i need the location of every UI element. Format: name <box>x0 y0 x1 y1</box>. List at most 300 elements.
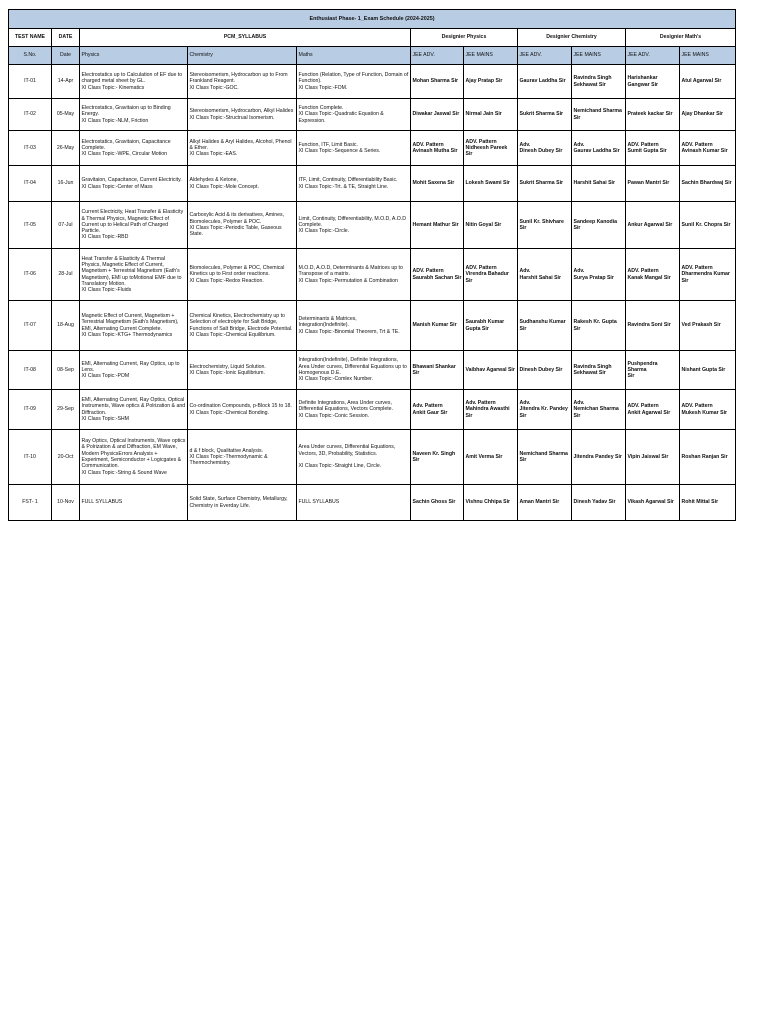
cell-maths-adv-faculty <box>626 485 680 521</box>
cell-line: Dharmendra Kumar <box>681 271 730 278</box>
cell-line: Nemichan Sharma <box>573 406 619 413</box>
cell-chemistry-syllabus <box>188 202 297 249</box>
cell-maths-adv-faculty <box>626 390 680 430</box>
cell-line: Co-ordination Compounds, p-Block 15 to 18. <box>189 403 292 410</box>
cell-line: Adv. Pattern <box>412 403 443 410</box>
cell-line: Sir <box>627 373 635 380</box>
cell-line: Adv. Pattern <box>465 400 496 407</box>
header-test-name: TEST NAME <box>9 29 52 47</box>
cell-date: 26-May <box>52 131 80 166</box>
cell-test-name: IT-06 <box>9 249 52 301</box>
cell-physics-adv-faculty <box>411 430 464 485</box>
cell-line: Manish Kumar Sir <box>412 322 457 329</box>
cell-line: Sekhawat Sir <box>573 81 606 88</box>
cell-physics-adv-faculty <box>411 99 464 131</box>
cell-line: Harshit Sahai Sir <box>519 274 562 281</box>
cell-test-name: IT-07 <box>9 301 52 351</box>
cell-line: Electrochemistry, Liquid Solution. <box>189 363 266 370</box>
cell-test-name: IT-01 <box>9 65 52 99</box>
cell-chemistry-adv-faculty <box>518 99 572 131</box>
cell-physics-adv-faculty <box>411 301 464 351</box>
cell-line: Avinash Mutha Sir <box>412 148 458 154</box>
cell-maths-adv-faculty <box>626 301 680 351</box>
cell-line: Sir <box>412 370 420 376</box>
cell-line: Magnetic Effect of Current, Magnetism + Terrestrial Magnetism (Eath's Magnetism), EMI, Alternating Current Complete. <box>81 312 179 332</box>
cell-maths-adv-faculty <box>626 351 680 390</box>
cell-line: ADV. Pattern <box>627 268 659 275</box>
cell-line: XI Class Topic:-String & Sound Wave <box>81 469 167 476</box>
cell-line: Roshan Ranjan Sir <box>681 453 728 460</box>
cell-line: Sir <box>573 412 581 419</box>
subheader-chemistry: Chemistry <box>188 47 297 65</box>
cell-chemistry-syllabus <box>188 249 297 301</box>
cell-line: XI Class Topic:-FOM. <box>298 84 348 91</box>
header-designer-physics: Designier Physics <box>411 29 518 47</box>
cell-line: Sir <box>519 225 527 231</box>
schedule-row <box>9 301 736 351</box>
cell-line: Vishnu Chhipa Sir <box>465 499 511 506</box>
cell-line: ADV. Pattern <box>412 141 444 148</box>
header-designer-chemistry: Designier Chemistry <box>518 29 626 47</box>
cell-line: Vikash Agarwal Sir <box>627 499 674 506</box>
cell-line: Heat Transfer & Elasticity & Thermal Physics, Magnetic Effect of Current, Magnetism + Terrestrial Magnetism (Eath's Magnetism), EMI up toMotional EMF due to Translatory Motion. <box>81 255 182 287</box>
cell-maths-syllabus <box>297 131 411 166</box>
cell-line: XI Class Topic:-SHM <box>81 415 129 422</box>
schedule-row <box>9 99 736 131</box>
cell-chemistry-syllabus <box>188 485 297 521</box>
cell-line: Amit Verma Sir <box>465 453 503 460</box>
schedule-row <box>9 351 736 390</box>
cell-physics-adv-faculty <box>411 249 464 301</box>
cell-line: Nirmal Jain Sir <box>465 111 502 118</box>
cell-line: Nemichand Sharma <box>573 108 622 115</box>
subheader-sno: S.No. <box>9 47 52 65</box>
cell-line: Pushpendra Sharma <box>627 360 658 373</box>
cell-maths-mains-faculty <box>680 99 736 131</box>
schedule-row <box>9 65 736 99</box>
cell-line: Harishankar <box>627 75 658 82</box>
cell-date: 10-Nov <box>52 485 80 521</box>
subheader-maths-mains: JEE MAINS <box>680 47 736 65</box>
cell-line: Ray Optics, Optical Instruments, Wave optics & Polrization & and Diffraction, EM Wave, Modern PhysicsErrors Analysis + Experiment, Semiconductor + Logicgates & Communication. <box>81 438 186 470</box>
cell-line: XI Class Topic:-Chemical Equilibrium. <box>189 331 276 338</box>
cell-line: Vipin Jaiswal Sir <box>627 453 669 460</box>
cell-maths-mains-faculty <box>680 202 736 249</box>
schedule-row <box>9 390 736 430</box>
cell-line: XI Class Topic:-Straight Line, Circle. <box>298 463 382 470</box>
cell-line: Dinesh Yadav Sir <box>573 499 616 506</box>
cell-physics-syllabus <box>80 390 188 430</box>
cell-date: 07-Jul <box>52 202 80 249</box>
cell-test-name: IT-02 <box>9 99 52 131</box>
cell-maths-adv-faculty <box>626 249 680 301</box>
cell-line: Saurabh Kumar <box>465 319 505 326</box>
schedule-row <box>9 166 736 202</box>
cell-line: Solid State, Surface Chemistry, Metallurgy, Chemistry in Everday Life. <box>189 496 288 509</box>
cell-maths-mains-faculty <box>680 485 736 521</box>
cell-line: XI Class Topic:-Quadratic Equation & Expression. <box>298 111 384 124</box>
cell-chemistry-syllabus <box>188 166 297 202</box>
cell-line: ADV. Pattern <box>681 403 713 410</box>
cell-line: Sachin Bhardwaj Sir <box>681 180 732 187</box>
cell-line: Vaibhav Agarwal Sir <box>465 366 515 373</box>
schedule-row <box>9 249 736 301</box>
cell-chemistry-syllabus <box>188 390 297 430</box>
cell-line: Rohit Mittal Sir <box>681 499 719 506</box>
cell-line: Definite Integrations, Area Under curves, Differential Equations, Vectors Complete. <box>298 400 393 413</box>
cell-chemistry-adv-faculty <box>518 485 572 521</box>
schedule-title: Enthusiast Phase- 1_Exam Schedule (2024-2025) <box>9 10 736 29</box>
cell-maths-mains-faculty <box>680 430 736 485</box>
cell-line: Dinesh Dubey Sir <box>519 148 563 154</box>
cell-line: d & f block, Qualitative Analysis. <box>189 447 264 454</box>
cell-line: M.O.D, A.O.D, Determinants & Matrices up to Transpose of a matrix. <box>298 265 403 278</box>
cell-line: XI Class Topic:- Kinematics <box>81 84 145 91</box>
cell-chemistry-mains-faculty <box>572 485 626 521</box>
cell-line: FULL SYLLABUS <box>298 499 340 506</box>
cell-line: XI Class Topic:-EAS. <box>189 151 238 158</box>
cell-maths-syllabus <box>297 166 411 202</box>
cell-line: Sachin Ghoss Sir <box>412 499 456 506</box>
cell-maths-adv-faculty <box>626 131 680 166</box>
cell-line: ADV. Pattern <box>681 265 713 272</box>
cell-line: Ankit Agarwal Sir <box>627 409 671 416</box>
cell-physics-syllabus <box>80 131 188 166</box>
cell-line: ADV. Pattern <box>465 138 497 145</box>
cell-physics-syllabus <box>80 166 188 202</box>
cell-chemistry-mains-faculty <box>572 131 626 166</box>
cell-line: Carboxylic Acid & its derivatives, Amines, Biomolecules, Polymer & POC. <box>189 212 285 225</box>
cell-chemistry-mains-faculty <box>572 390 626 430</box>
cell-chemistry-mains-faculty <box>572 99 626 131</box>
cell-maths-syllabus <box>297 301 411 351</box>
cell-line: Adv. <box>573 268 585 275</box>
cell-line: Chemical Kinetics, Electrochemistry up to Selection of electrolyte for Salt Bridge, Functions of Salt Bridge, Electrode Potential. <box>189 312 293 332</box>
cell-line: XI Class Topic:-Chemical Bonding. <box>189 409 269 416</box>
cell-maths-syllabus <box>297 485 411 521</box>
cell-line: Integration(Indefinite), Definite Integrations, Area Under curves, Differential Equations up to Homogenous D.E. <box>298 357 407 376</box>
cell-line: Gupta Sir <box>465 325 489 332</box>
cell-line: Diwakar Jaswal Sir <box>412 111 460 118</box>
cell-line: XI Class Topic:-Binomial Theorem, Trt & TE. <box>298 328 400 335</box>
subheader-maths-adv: JEE ADV. <box>626 47 680 65</box>
cell-line: Ravindra Soni Sir <box>627 322 671 329</box>
cell-maths-mains-faculty <box>680 65 736 99</box>
cell-line: Determinants & Matrices, Integration(Indefinite). <box>298 316 357 329</box>
schedule-row <box>9 485 736 521</box>
cell-physics-syllabus <box>80 485 188 521</box>
cell-line: Nemichand Sharma <box>519 450 568 457</box>
cell-test-name: FST- 1 <box>9 485 52 521</box>
cell-line: Ved Prakash Sir <box>681 322 721 329</box>
cell-line: Area Under curves, Differential Equations, Vectors, 3D, Probability, Statistics. <box>298 444 396 457</box>
cell-line: XI Class Topic:-POM <box>81 373 130 380</box>
cell-line: XI Class Topic:-Circle. <box>298 228 350 235</box>
cell-line: Jitendra Pandey Sir <box>573 453 622 460</box>
header-syllabus: PCM_SYLLABUS <box>80 29 411 47</box>
cell-line: Ravindra Singh <box>573 75 612 82</box>
schedule-row <box>9 202 736 249</box>
cell-line: XI Class Topic:-NLM, Friction <box>81 117 149 124</box>
cell-physics-mains-faculty <box>464 99 518 131</box>
cell-line: Nidheesh Pareek Sir <box>465 144 508 158</box>
cell-maths-adv-faculty <box>626 166 680 202</box>
cell-chemistry-mains-faculty <box>572 430 626 485</box>
cell-line: ADV. Pattern <box>627 141 659 148</box>
cell-line: Adv. <box>519 141 531 148</box>
subheader-physics-adv: JEE ADV. <box>411 47 464 65</box>
cell-line: Ravindra Singh <box>573 363 612 370</box>
cell-physics-syllabus <box>80 301 188 351</box>
cell-line: XI Class Topic:-WPE, Circular Motion <box>81 151 168 158</box>
cell-physics-mains-faculty <box>464 166 518 202</box>
cell-line: Aman Mantri Sir <box>519 499 560 506</box>
cell-physics-syllabus <box>80 430 188 485</box>
cell-chemistry-mains-faculty <box>572 301 626 351</box>
cell-line: Alkyl Halides & Aryl Halides, Alcohol, Phenol & Ether. <box>189 138 292 151</box>
subheader-maths: Maths <box>297 47 411 65</box>
cell-line: XI Class Topic:-Redox Reaction. <box>189 277 264 284</box>
cell-maths-adv-faculty <box>626 202 680 249</box>
cell-physics-mains-faculty <box>464 65 518 99</box>
cell-line: Function (Relation, Type of Function, Domain of Function). <box>298 72 409 85</box>
cell-chemistry-adv-faculty <box>518 430 572 485</box>
cell-maths-mains-faculty <box>680 301 736 351</box>
cell-maths-syllabus <box>297 390 411 430</box>
subheader-chemistry-adv: JEE ADV. <box>518 47 572 65</box>
cell-test-name: IT-05 <box>9 202 52 249</box>
cell-chemistry-mains-faculty <box>572 166 626 202</box>
cell-chemistry-mains-faculty <box>572 65 626 99</box>
subheader-physics-mains: JEE MAINS <box>464 47 518 65</box>
cell-line: Sunil Kr. Shivhare <box>519 218 564 225</box>
cell-line: Sir <box>519 457 527 463</box>
cell-maths-adv-faculty <box>626 99 680 131</box>
cell-test-name: IT-03 <box>9 131 52 166</box>
cell-line: Ankit Gaur Sir <box>412 409 448 416</box>
cell-line: Prateek kackar Sir <box>627 111 673 118</box>
cell-date: 08-Sep <box>52 351 80 390</box>
cell-line: Adv. <box>519 400 531 407</box>
cell-line: Naveen Kr. Singh <box>412 450 456 457</box>
cell-physics-mains-faculty <box>464 390 518 430</box>
cell-maths-mains-faculty <box>680 166 736 202</box>
cell-chemistry-syllabus <box>188 351 297 390</box>
cell-date: 29-Sep <box>52 390 80 430</box>
cell-date: 28-Jul <box>52 249 80 301</box>
cell-physics-mains-faculty <box>464 351 518 390</box>
cell-line: Sumit Gupta Sir <box>627 148 667 154</box>
cell-line: Saurabh Sachan Sir <box>412 274 462 281</box>
cell-line: Gaurav Laddha Sir <box>519 78 566 85</box>
cell-line: Electrostatics, Gravitaion, Capacitance Complete. <box>81 138 171 151</box>
cell-line: Sir <box>573 225 581 231</box>
cell-date: 18-Aug <box>52 301 80 351</box>
cell-line: XI Class Topic:-Sequence & Series. <box>298 148 381 154</box>
cell-line: Kanak Mangal Sir <box>627 274 671 281</box>
cell-line: Sir <box>681 277 689 284</box>
cell-physics-adv-faculty <box>411 65 464 99</box>
cell-line: Mohit Saxena Sir <box>412 180 455 187</box>
cell-line: Biomolecules, Polymer & POC, Chemical Kinetics up to First order reactions. <box>189 265 285 278</box>
cell-line: Hemant Mathur Sir <box>412 221 459 228</box>
subheader-chemistry-mains: JEE MAINS <box>572 47 626 65</box>
cell-test-name: IT-10 <box>9 430 52 485</box>
cell-chemistry-mains-faculty <box>572 351 626 390</box>
cell-physics-mains-faculty <box>464 249 518 301</box>
subheader-physics: Physics <box>80 47 188 65</box>
cell-maths-mains-faculty <box>680 131 736 166</box>
cell-maths-syllabus <box>297 202 411 249</box>
cell-maths-adv-faculty <box>626 65 680 99</box>
cell-physics-syllabus <box>80 202 188 249</box>
cell-date: 20-Oct <box>52 430 80 485</box>
schedule-row <box>9 131 736 166</box>
cell-chemistry-mains-faculty <box>572 249 626 301</box>
cell-line: Atul Agarwal Sir <box>681 78 722 85</box>
cell-line: Sir <box>412 457 420 463</box>
cell-physics-syllabus <box>80 249 188 301</box>
cell-chemistry-adv-faculty <box>518 351 572 390</box>
cell-line: Sir <box>519 412 527 419</box>
cell-physics-adv-faculty <box>411 166 464 202</box>
cell-line: Current Electricity, Heat Transfer & Elasticity & Thermal Physics, Magnetic Effect of Current up to Helical Path of Charged Particle. <box>81 209 184 235</box>
cell-date: 14-Apr <box>52 65 80 99</box>
cell-line: Sir <box>573 325 581 332</box>
cell-line: XI Class Topic:-Ionic Equilibrium. <box>189 370 265 376</box>
cell-line: Stereoisomerism, Hydrocarbon up to From Frankland Reagent. <box>189 72 288 85</box>
cell-maths-syllabus <box>297 430 411 485</box>
cell-line: Bhawani Shankar <box>412 363 456 370</box>
cell-line: Ankur Agarwal Sir <box>627 221 673 228</box>
exam-schedule-sheet <box>8 9 735 521</box>
cell-line: XI Class Topic:-Center of Mass <box>81 183 153 190</box>
cell-maths-syllabus <box>297 351 411 390</box>
cell-line: ADV. Pattern <box>681 141 713 148</box>
cell-line: Harshit Sahai Sir <box>573 180 616 187</box>
cell-physics-adv-faculty <box>411 390 464 430</box>
cell-line: Electrostatics up to Calculation of EF due to charged metal sheet by GL. <box>81 72 183 85</box>
cell-maths-mains-faculty <box>680 249 736 301</box>
cell-line: Dinesh Dubey Sir <box>519 366 563 373</box>
cell-physics-adv-faculty <box>411 485 464 521</box>
cell-line: Limit, Continuity, Differentiability, M.O.D, A.O.D Complete. <box>298 215 407 228</box>
cell-chemistry-adv-faculty <box>518 249 572 301</box>
cell-line: Electrostatics, Gravitaion up to Binding Energy. <box>81 105 171 118</box>
cell-physics-mains-faculty <box>464 485 518 521</box>
cell-chemistry-adv-faculty <box>518 166 572 202</box>
cell-test-name: IT-04 <box>9 166 52 202</box>
cell-chemistry-adv-faculty <box>518 390 572 430</box>
cell-chemistry-syllabus <box>188 430 297 485</box>
cell-line: Aldehydes & Ketone, <box>189 177 238 184</box>
cell-test-name: IT-08 <box>9 351 52 390</box>
cell-line: Avinash Kumar Sir <box>681 148 728 154</box>
cell-line: Virendra Bahadur <box>465 271 509 278</box>
cell-line: XI Class Topic:-Conic Session. <box>298 412 370 419</box>
cell-line: XI Class Topic:-Structrual Isomerism. <box>189 114 275 121</box>
cell-line: Mahindra Awasthi <box>465 406 510 413</box>
cell-line: Sukrit Sharma Sir <box>519 180 564 187</box>
cell-line: XI Class Topic:-Thermodynamic & Thermochemistry. <box>189 453 268 467</box>
cell-line: XI Class Topic:-Mole Concept. <box>189 183 259 190</box>
cell-line: XI Class Topic:-Fluids <box>81 287 132 294</box>
cell-chemistry-syllabus <box>188 301 297 351</box>
cell-physics-adv-faculty <box>411 351 464 390</box>
cell-line: XI Class Topic:-Trt. & TE, Straight Line. <box>298 183 389 190</box>
cell-line: XI Class Topic:-Permutation & Combination <box>298 277 398 284</box>
cell-line: XI Class Topic:-GOC. <box>189 84 239 91</box>
cell-line: Rakesh Kr. Gupta <box>573 319 617 326</box>
exam-schedule-table <box>8 9 736 521</box>
schedule-row <box>9 430 736 485</box>
cell-line: Function, ITF, Limit Basic. <box>298 141 358 148</box>
cell-physics-mains-faculty <box>464 430 518 485</box>
cell-line: Function Complete. <box>298 105 344 112</box>
cell-line: XI Class Topic:-KTG+ Thermodynamics <box>81 331 173 338</box>
cell-chemistry-syllabus <box>188 65 297 99</box>
cell-physics-syllabus <box>80 65 188 99</box>
cell-chemistry-adv-faculty <box>518 202 572 249</box>
cell-chemistry-mains-faculty <box>572 202 626 249</box>
cell-line: Sir <box>465 277 473 284</box>
cell-line: ADV. Pattern <box>627 403 659 410</box>
cell-line: Nishant Gupta Sir <box>681 366 726 373</box>
cell-line: FULL SYLLABUS <box>81 499 123 506</box>
cell-chemistry-adv-faculty <box>518 301 572 351</box>
cell-maths-adv-faculty <box>626 430 680 485</box>
cell-line: Nitin Goyal Sir <box>465 221 502 228</box>
cell-test-name: IT-09 <box>9 390 52 430</box>
cell-date: 16-Jun <box>52 166 80 202</box>
header-designer-maths: Designier Math's <box>626 29 736 47</box>
cell-line: Pawan Mantri Sir <box>627 180 670 187</box>
cell-line: Sekhawat Sir <box>573 370 606 376</box>
cell-line: EMI, Alternating Current, Ray Optics, Optical Instruments, Wave optics & Polrization & and Diffraction. <box>81 396 186 416</box>
cell-physics-mains-faculty <box>464 131 518 166</box>
cell-line: XI Class Topic:-Periodic Table, Gaseous State. <box>189 225 282 238</box>
cell-maths-mains-faculty <box>680 351 736 390</box>
cell-line: Sudhanshu Kumar <box>519 319 566 326</box>
cell-line: EMI, Alternating Current, Ray Optics, up to Lens. <box>81 360 180 373</box>
cell-physics-adv-faculty <box>411 131 464 166</box>
cell-physics-syllabus <box>80 351 188 390</box>
cell-line: Sukrit Sharma Sir <box>519 111 564 118</box>
cell-line: ADV. Pattern <box>412 268 444 275</box>
cell-line: ADV. Pattern <box>465 265 497 272</box>
cell-date: 05-May <box>52 99 80 131</box>
cell-line: Sir <box>573 114 581 121</box>
cell-line: Sandeep Kanodia <box>573 218 618 225</box>
cell-line: Mohan Sharma Sir <box>412 78 459 85</box>
cell-line: Sunil Kr. Chopra Sir <box>681 221 731 228</box>
cell-line: Gravitaion, Capacitance, Current Electricity. <box>81 177 182 184</box>
cell-line: Adv. <box>573 141 585 148</box>
cell-chemistry-adv-faculty <box>518 65 572 99</box>
cell-line: Adv. <box>573 400 585 407</box>
header-date: DATE <box>52 29 80 47</box>
cell-line: Gaurav Laddha Sir <box>573 148 620 154</box>
cell-line: Jitendra Kr. Pandey <box>519 406 568 413</box>
subheader-date: Date <box>52 47 80 65</box>
cell-physics-mains-faculty <box>464 202 518 249</box>
cell-line: ITF, Limit, Continuity, Differentiability Basic. <box>298 177 398 184</box>
cell-line: Gangwar Sir <box>627 81 659 88</box>
cell-line: XI Class Topic:-RBD <box>81 234 129 241</box>
cell-chemistry-syllabus <box>188 99 297 131</box>
cell-chemistry-adv-faculty <box>518 131 572 166</box>
cell-line: Mukesh Kumar Sir <box>681 409 728 416</box>
